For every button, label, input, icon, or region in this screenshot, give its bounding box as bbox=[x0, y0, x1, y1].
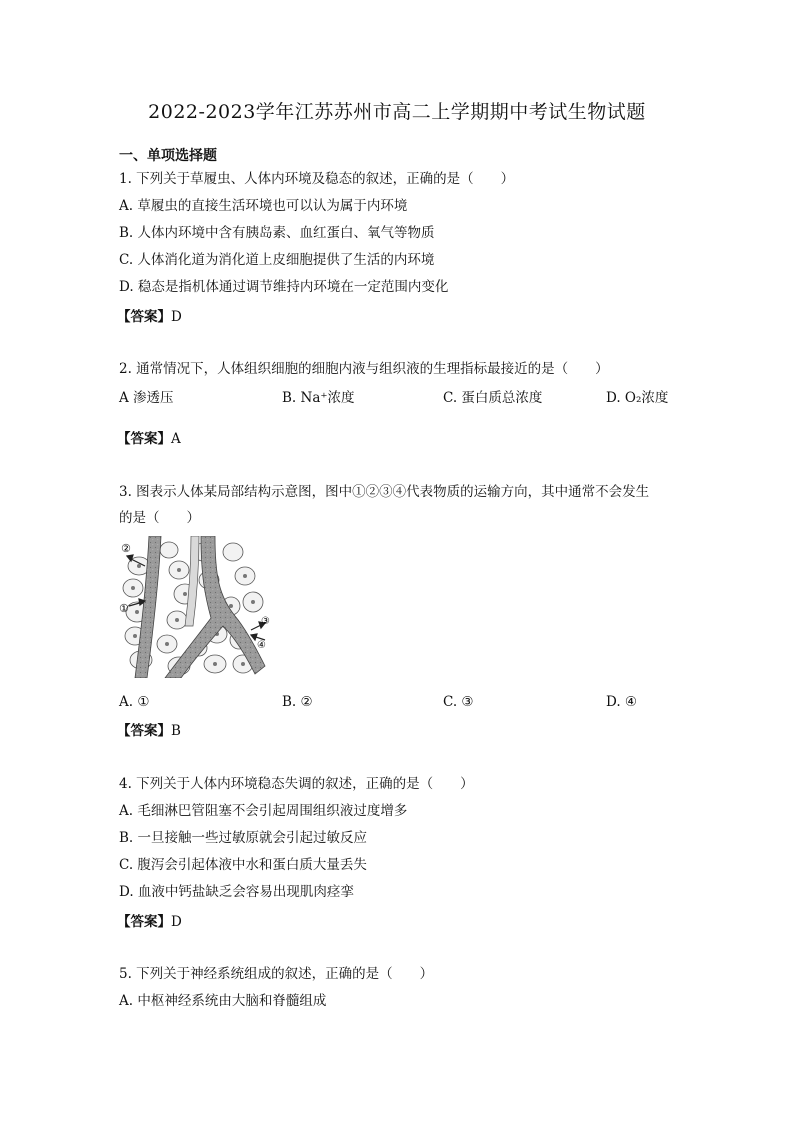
q1-option-a: A. 草履虫的直接生活环境也可以认为属于内环境 bbox=[119, 198, 408, 214]
page-title: 2022-2023学年江苏苏州市高二上学期期中考试生物试题 bbox=[148, 101, 646, 123]
q3-option-b: B. ② bbox=[282, 694, 313, 710]
lymph-vessel bbox=[185, 536, 199, 626]
q3-option-c: C. ③ bbox=[443, 694, 474, 710]
q4-option-c: C. 腹泻会引起体液中水和蛋白质大量丢失 bbox=[119, 857, 367, 873]
q2-stem: 2. 通常情况下，人体组织细胞的细胞内液与组织液的生理指标最接近的是（ ） bbox=[119, 361, 609, 377]
q3-answer-label: 【答案】 bbox=[117, 723, 171, 739]
q1-answer bbox=[117, 305, 182, 325]
q3-answer bbox=[117, 719, 181, 739]
q1-option-b: B. 人体内环境中含有胰岛素、血红蛋白、氧气等物质 bbox=[119, 225, 435, 241]
q2-answer-label: 【答案】 bbox=[117, 431, 171, 447]
q2-option-c: C. 蛋白质总浓度 bbox=[443, 390, 543, 406]
q4-option-d: D. 血液中钙盐缺乏会容易出现肌肉痉挛 bbox=[119, 884, 354, 900]
section-heading: 一、单项选择题 bbox=[119, 148, 217, 164]
q2-answer-value: A bbox=[171, 431, 181, 447]
q4-answer-value: D bbox=[171, 914, 182, 930]
q4-answer-label: 【答案】 bbox=[117, 914, 171, 930]
q1-option-d: D. 稳态是指机体通过调节维持内环境在一定范围内变化 bbox=[119, 279, 449, 295]
q1-answer-value: D bbox=[171, 309, 182, 325]
figure-label-2: ② bbox=[121, 542, 131, 555]
q4-option-a: A. 毛细淋巴管阻塞不会引起周围组织液过度增多 bbox=[119, 803, 408, 819]
q3-option-d: D. ④ bbox=[606, 694, 638, 710]
q2-answer bbox=[117, 427, 181, 447]
q1-option-c: C. 人体消化道为消化道上皮细胞提供了生活的内环境 bbox=[119, 252, 435, 268]
q2-option-a: A 渗透压 bbox=[119, 390, 174, 406]
figure-label-3: ③ bbox=[261, 616, 270, 627]
q5-stem: 5. 下列关于神经系统组成的叙述，正确的是（ ） bbox=[119, 966, 434, 982]
q3-option-a: A. ① bbox=[119, 694, 150, 710]
q5-option-a: A. 中枢神经系统由大脑和脊髓组成 bbox=[119, 993, 327, 1009]
q4-stem: 4. 下列关于人体内环境稳态失调的叙述，正确的是（ ） bbox=[119, 776, 474, 792]
q3-answer-value: B bbox=[171, 723, 181, 739]
q3-stem-line2: 的是（ ） bbox=[119, 510, 200, 526]
q2-option-d: D. O₂浓度 bbox=[606, 390, 669, 406]
q4-option-b: B. 一旦接触一些过敏原就会引起过敏反应 bbox=[119, 830, 368, 846]
figure-label-4: ④ bbox=[257, 640, 266, 651]
figure-label-1: ① bbox=[119, 602, 129, 615]
q3-stem-line1: 3. 图表示人体某局部结构示意图，图中①②③④代表物质的运输方向，其中通常不会发生 bbox=[119, 484, 650, 500]
q4-answer bbox=[117, 910, 182, 930]
q2-option-b: B. Na⁺浓度 bbox=[282, 390, 355, 406]
tissue-diagram bbox=[119, 536, 271, 678]
q1-answer-label: 【答案】 bbox=[117, 309, 171, 325]
q1-stem: 1. 下列关于草履虫、人体内环境及稳态的叙述，正确的是（ ） bbox=[119, 171, 515, 187]
